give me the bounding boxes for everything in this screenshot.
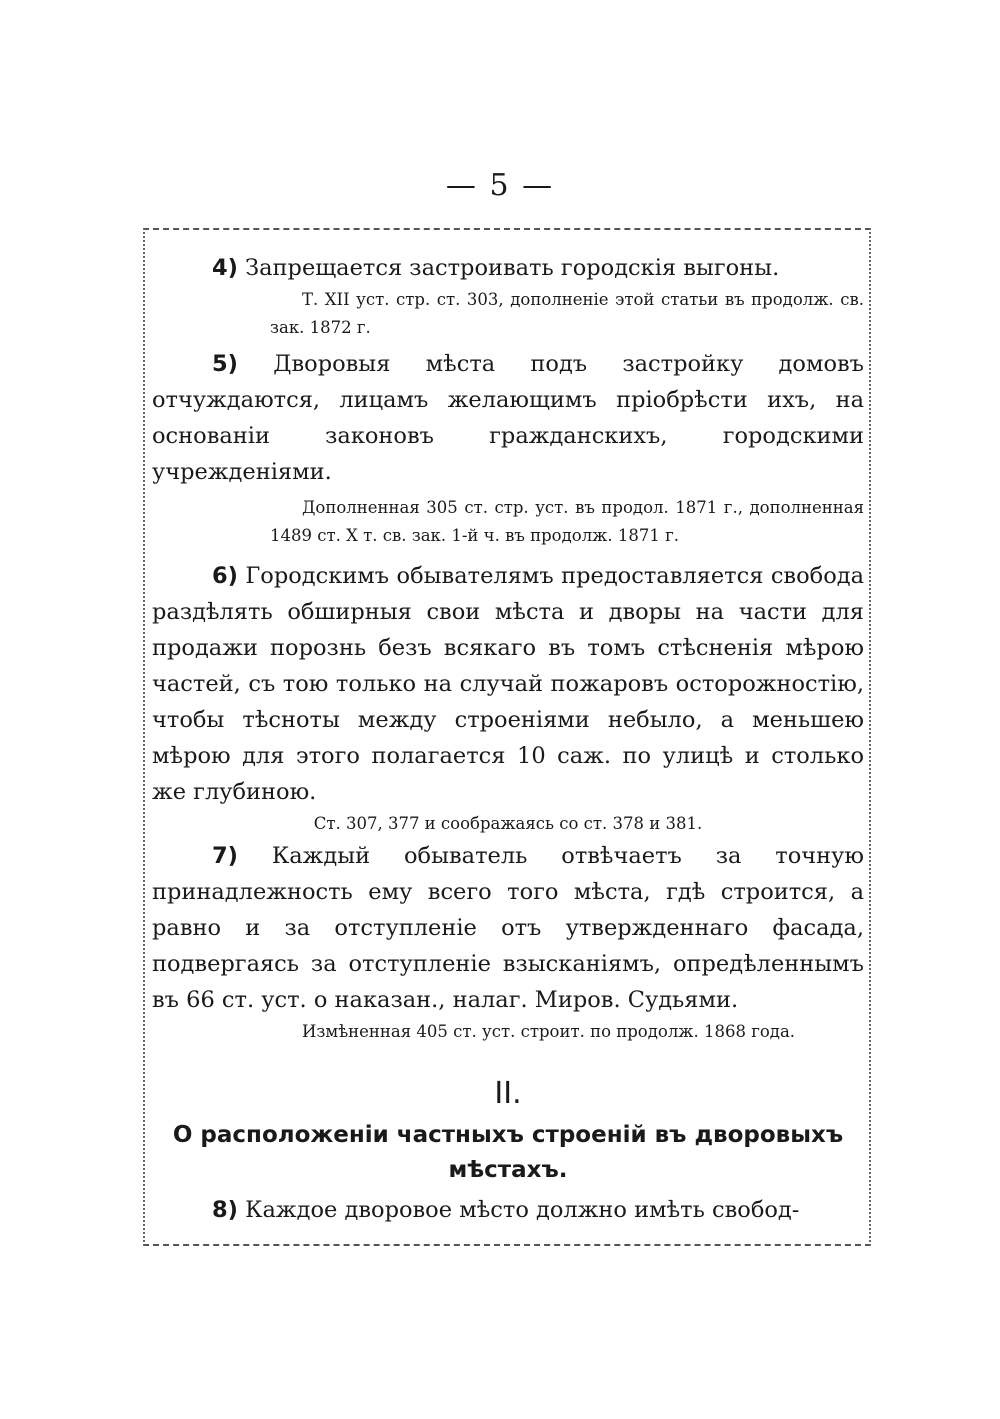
article-number: 8) (212, 1197, 238, 1223)
article-text: Городскимъ обывателямъ предоставляется свобода раздѣлять обширныя свои мѣста и дворы на части для продажи порознь безъ всякаго въ томъ стѣсненія мѣрою частей, съ тою только на случай пожаровъ осторожностію, чтобы тѣсноты между строеніями небыло, а меньшею мѣрою для этого полагается 10 саж. по улицѣ и столько же глубиною. (152, 563, 865, 805)
article-text: Дворовыя мѣста подъ застройку домовъ отчуждаются, лицамъ желающимъ пріобрѣсти ихъ, на основаніи законовъ гражданскихъ, городскими учрежденіями. (152, 351, 864, 485)
article-number: 6) (212, 563, 238, 589)
article-number: 5) (212, 351, 238, 377)
article-number: 4) (212, 255, 238, 281)
article-text: Каждый обыватель отвѣчаетъ за точную принадлежность ему всего того мѣста, гдѣ строится, а равно и за отступленіе отъ утвержденнаго фасада, подвергаясь за отступленіе взысканіямъ, опредѣленнымъ въ 66 ст. уст. о наказан., налаг. Миров. Судьями. (152, 843, 864, 1013)
page-number: — 5 — (445, 168, 555, 203)
page-body (152, 250, 864, 1228)
article-6 (152, 558, 864, 810)
section-title: О расположеніи частныхъ строеній въ дворовыхъ мѣстахъ. (172, 1122, 844, 1183)
article-reference: Измѣненная 405 ст. уст. строит. по продолж. 1868 года. (302, 1022, 796, 1041)
article-7 (152, 838, 864, 1018)
article-8 (152, 1192, 864, 1228)
article-number: 7) (212, 843, 238, 869)
article-4 (152, 250, 864, 286)
section-number: II. (494, 1076, 522, 1111)
article-5 (152, 346, 864, 490)
article-reference: Дополненная 305 ст. стр. уст. въ продол. 1871 г., дополненная 1489 ст. X т. св. зак. 1-й ч. въ продолж. 1871 г. (270, 498, 864, 545)
article-reference: Ст. 307, 377 и соображаясь со ст. 378 и 381. (313, 814, 703, 833)
article-text: Каждое дворовое мѣсто должно имѣть свобод- (245, 1197, 800, 1223)
article-reference: Т. XII уст. стр. ст. 303, дополненіе этой статьи въ продолж. св. зак. 1872 г. (270, 290, 864, 337)
article-text: Запрещается застроивать городскія выгоны. (245, 255, 780, 281)
